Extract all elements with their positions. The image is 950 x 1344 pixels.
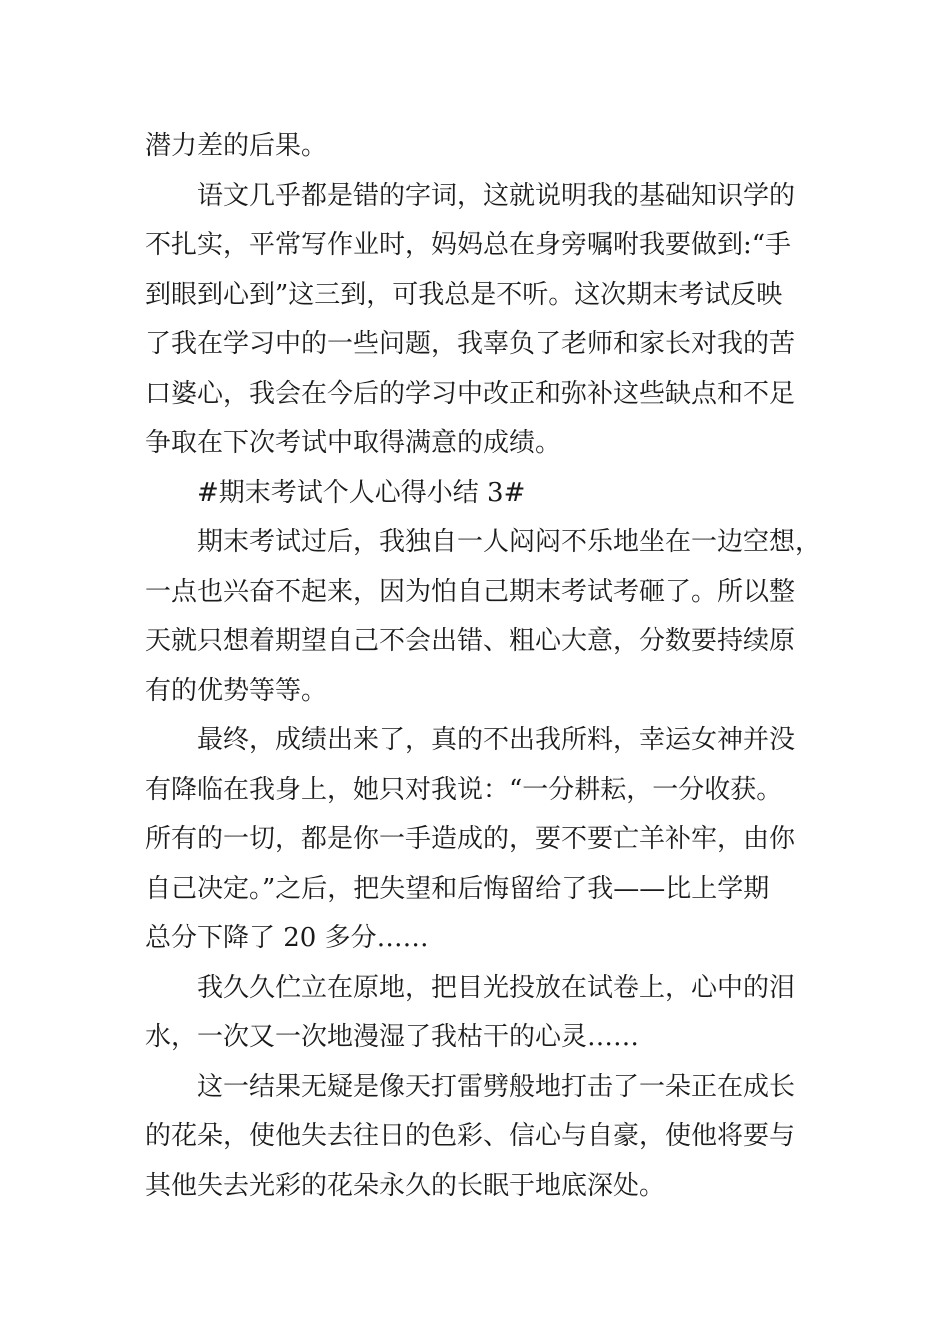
section-heading: #期末考试个人心得小结 3#: [197, 477, 526, 508]
text-line: 一点也兴奋不起来，因为怕自己期末考试考砸了。所以整: [145, 576, 796, 607]
paragraph-first-line: 期末考试过后，我独自一人闷闷不乐地坐在一边空想，: [197, 527, 822, 557]
text-line: 不扎实，平常写作业时，妈妈总在身旁嘱咐我要做到:“手: [145, 230, 792, 260]
paragraph-first-line: 语文几乎都是错的字词，这就说明我的基础知识学的: [197, 180, 796, 211]
text-line: 口婆心，我会在今后的学习中改正和弥补这些缺点和不足: [145, 378, 796, 409]
text-line: 的花朵，使他失去往日的色彩、信心与自豪，使他将要与: [145, 1121, 796, 1151]
text-line: 所有的一切，都是你一手造成的，要不要亡羊补牢，由你: [145, 824, 796, 854]
text-line: 有降临在我身上，她只对我说：“一分耕耘，一分收获。: [145, 774, 783, 805]
text-line: 自己决定。”之后，把失望和后悔留给了我——比上学期: [145, 873, 770, 904]
text-line: 天就只想着期望自己不会出错、粗心大意，分数要持续原: [145, 626, 796, 656]
text-line: 水，一次又一次地漫湿了我枯干的心灵……: [145, 1022, 640, 1052]
text-line: 总分下降了 20 多分……: [145, 923, 429, 953]
text-line: 其他失去光彩的花朵永久的长眠于地底深处。: [145, 1170, 666, 1201]
paragraph-first-line: 最终，成绩出来了，真的不出我所料，幸运女神并没: [197, 725, 796, 755]
body-text: [145, 122, 822, 1211]
text-line: 争取在下次考试中取得满意的成绩。: [145, 428, 562, 458]
text-line: 有的优势等等。: [145, 675, 328, 706]
paragraph-first-line: 我久久伫立在原地，把目光投放在试卷上，心中的泪: [197, 972, 796, 1003]
paragraph-first-line: 这一结果无疑是像天打雷劈般地打击了一朵正在成长: [197, 1071, 796, 1102]
text-line: 潜力差的后果。: [145, 131, 328, 161]
text-line: 到眼到心到”这三到，可我总是不听。这次期末考试反映: [145, 279, 783, 310]
text-line: 了我在学习中的一些问题，我辜负了老师和家长对我的苦: [145, 329, 796, 359]
